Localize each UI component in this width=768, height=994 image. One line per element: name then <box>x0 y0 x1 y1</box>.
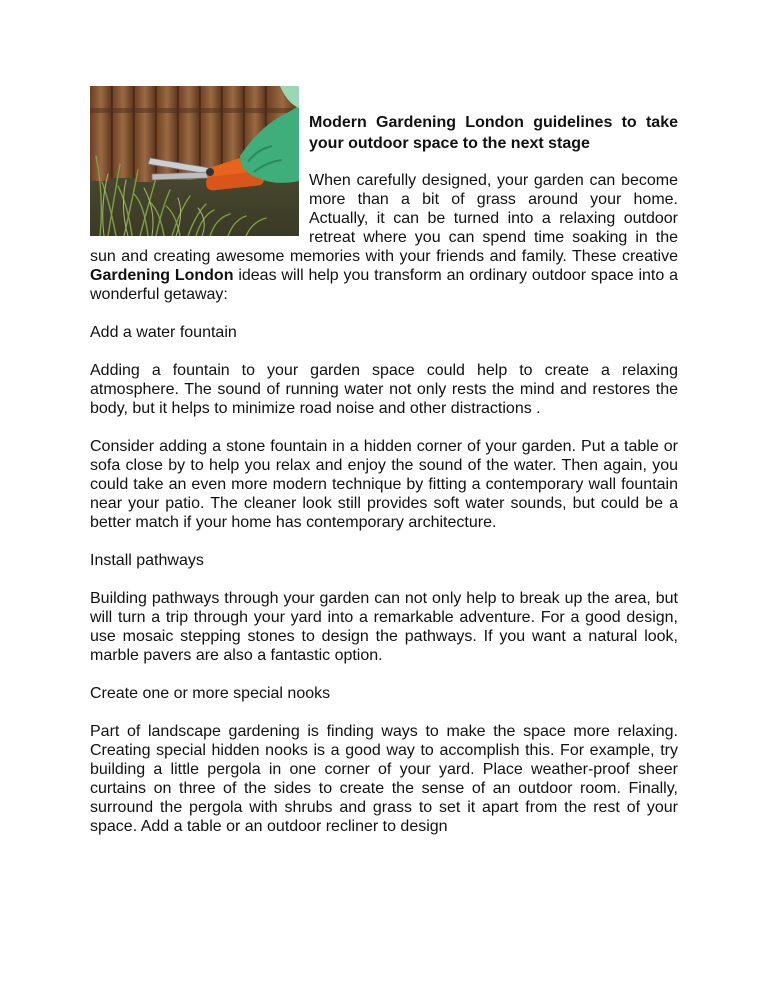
section-paragraph: Part of landscape gardening is finding ways to make the space more relaxing. Creating special hidden nooks is a good way to accomplish this. For example, try building a little pergola in one corner of your yard. Place weather-proof sheer curtains on three of the sides to create the sense of an outdoor room. Finally, surround the pergola with shrubs and grass to set it apart from the rest of your space. Add a table or an outdoor recliner to design <box>90 723 678 835</box>
intro-keyword: Gardening London <box>90 267 234 284</box>
section-paragraph: Building pathways through your garden can not only help to break up the area, but will turn a trip through your yard into a remarkable adventure. For a good design, use mosaic stepping stones to design the pathways. If you want a natural look, marble pavers are also a fantastic option. <box>90 590 678 664</box>
article-body <box>90 86 678 855</box>
garden-shears-photo <box>90 86 299 236</box>
intro-text-start: When carefully designed, your garden can become more than a bit of grass around your home. Actually, it can be turned into a relaxing outdoor retreat where you can spend time soaking in the sun and creating awesome memories with your friends and family. These creative <box>90 172 678 265</box>
section-heading-pathways: Install pathways <box>90 552 204 569</box>
article-title: Modern Gardening London guidelines to take your outdoor space to the next stage <box>309 114 678 152</box>
intro-text-end: ideas will help you transform an ordinary outdoor space into a wonderful getaway: <box>90 267 678 303</box>
section-paragraph: Consider adding a stone fountain in a hidden corner of your garden. Put a table or sofa close by to help you relax and enjoy the sound of the water. Then again, you could take an even more modern technique by fitting a contemporary wall fountain near your patio. The cleaner look still provides soft water sounds, but could be a better match if your home has contemporary architecture. <box>90 438 678 531</box>
section-heading-special-nooks: Create one or more special nooks <box>90 685 331 702</box>
section-paragraph: Adding a fountain to your garden space could help to create a relaxing atmosphere. The sound of running water not only rests the mind and restores the body, but it helps to minimize road noise and other distractions . <box>90 362 678 417</box>
section-heading-water-fountain: Add a water fountain <box>90 324 237 341</box>
